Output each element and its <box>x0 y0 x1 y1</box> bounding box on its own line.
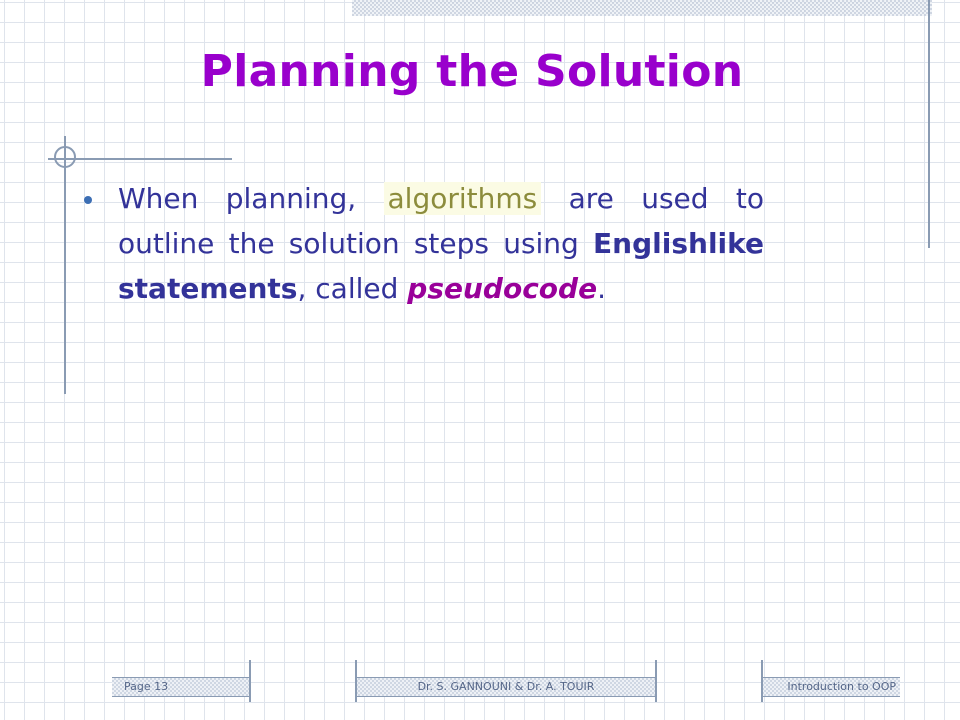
italic-term-pseudocode: pseudocode <box>407 272 598 305</box>
footer-divider-tick <box>761 660 763 702</box>
bullet-item <box>84 176 764 311</box>
right-vertical-rule <box>928 0 930 248</box>
slide-title: Planning the Solution <box>200 46 744 97</box>
bold-term-englishlike-statements: Englishlike statements <box>118 227 764 305</box>
bullet-text-part2: are used to outline the solution steps using <box>118 182 764 260</box>
top-decorative-band <box>352 0 932 16</box>
footer-page-number: Page 13 <box>112 677 250 697</box>
bullet-text <box>118 176 764 311</box>
footer-authors: Dr. S. GANNOUNI & Dr. A. TOUIR <box>356 677 656 697</box>
left-vertical-rule <box>64 136 66 394</box>
footer-course-title: Introduction to OOP <box>762 677 900 697</box>
bullet-text-part3: , called <box>297 272 408 305</box>
footer-divider-tick <box>655 660 657 702</box>
footer <box>112 660 900 702</box>
bullet-dot-icon <box>84 196 92 204</box>
footer-divider-tick <box>355 660 357 702</box>
circle-decoration <box>54 146 76 168</box>
highlighted-term-algorithms: algorithms <box>384 182 542 215</box>
bullet-text-part4: . <box>597 272 606 305</box>
bullet-text-part1: When planning, <box>118 182 384 215</box>
footer-divider-tick <box>249 660 251 702</box>
